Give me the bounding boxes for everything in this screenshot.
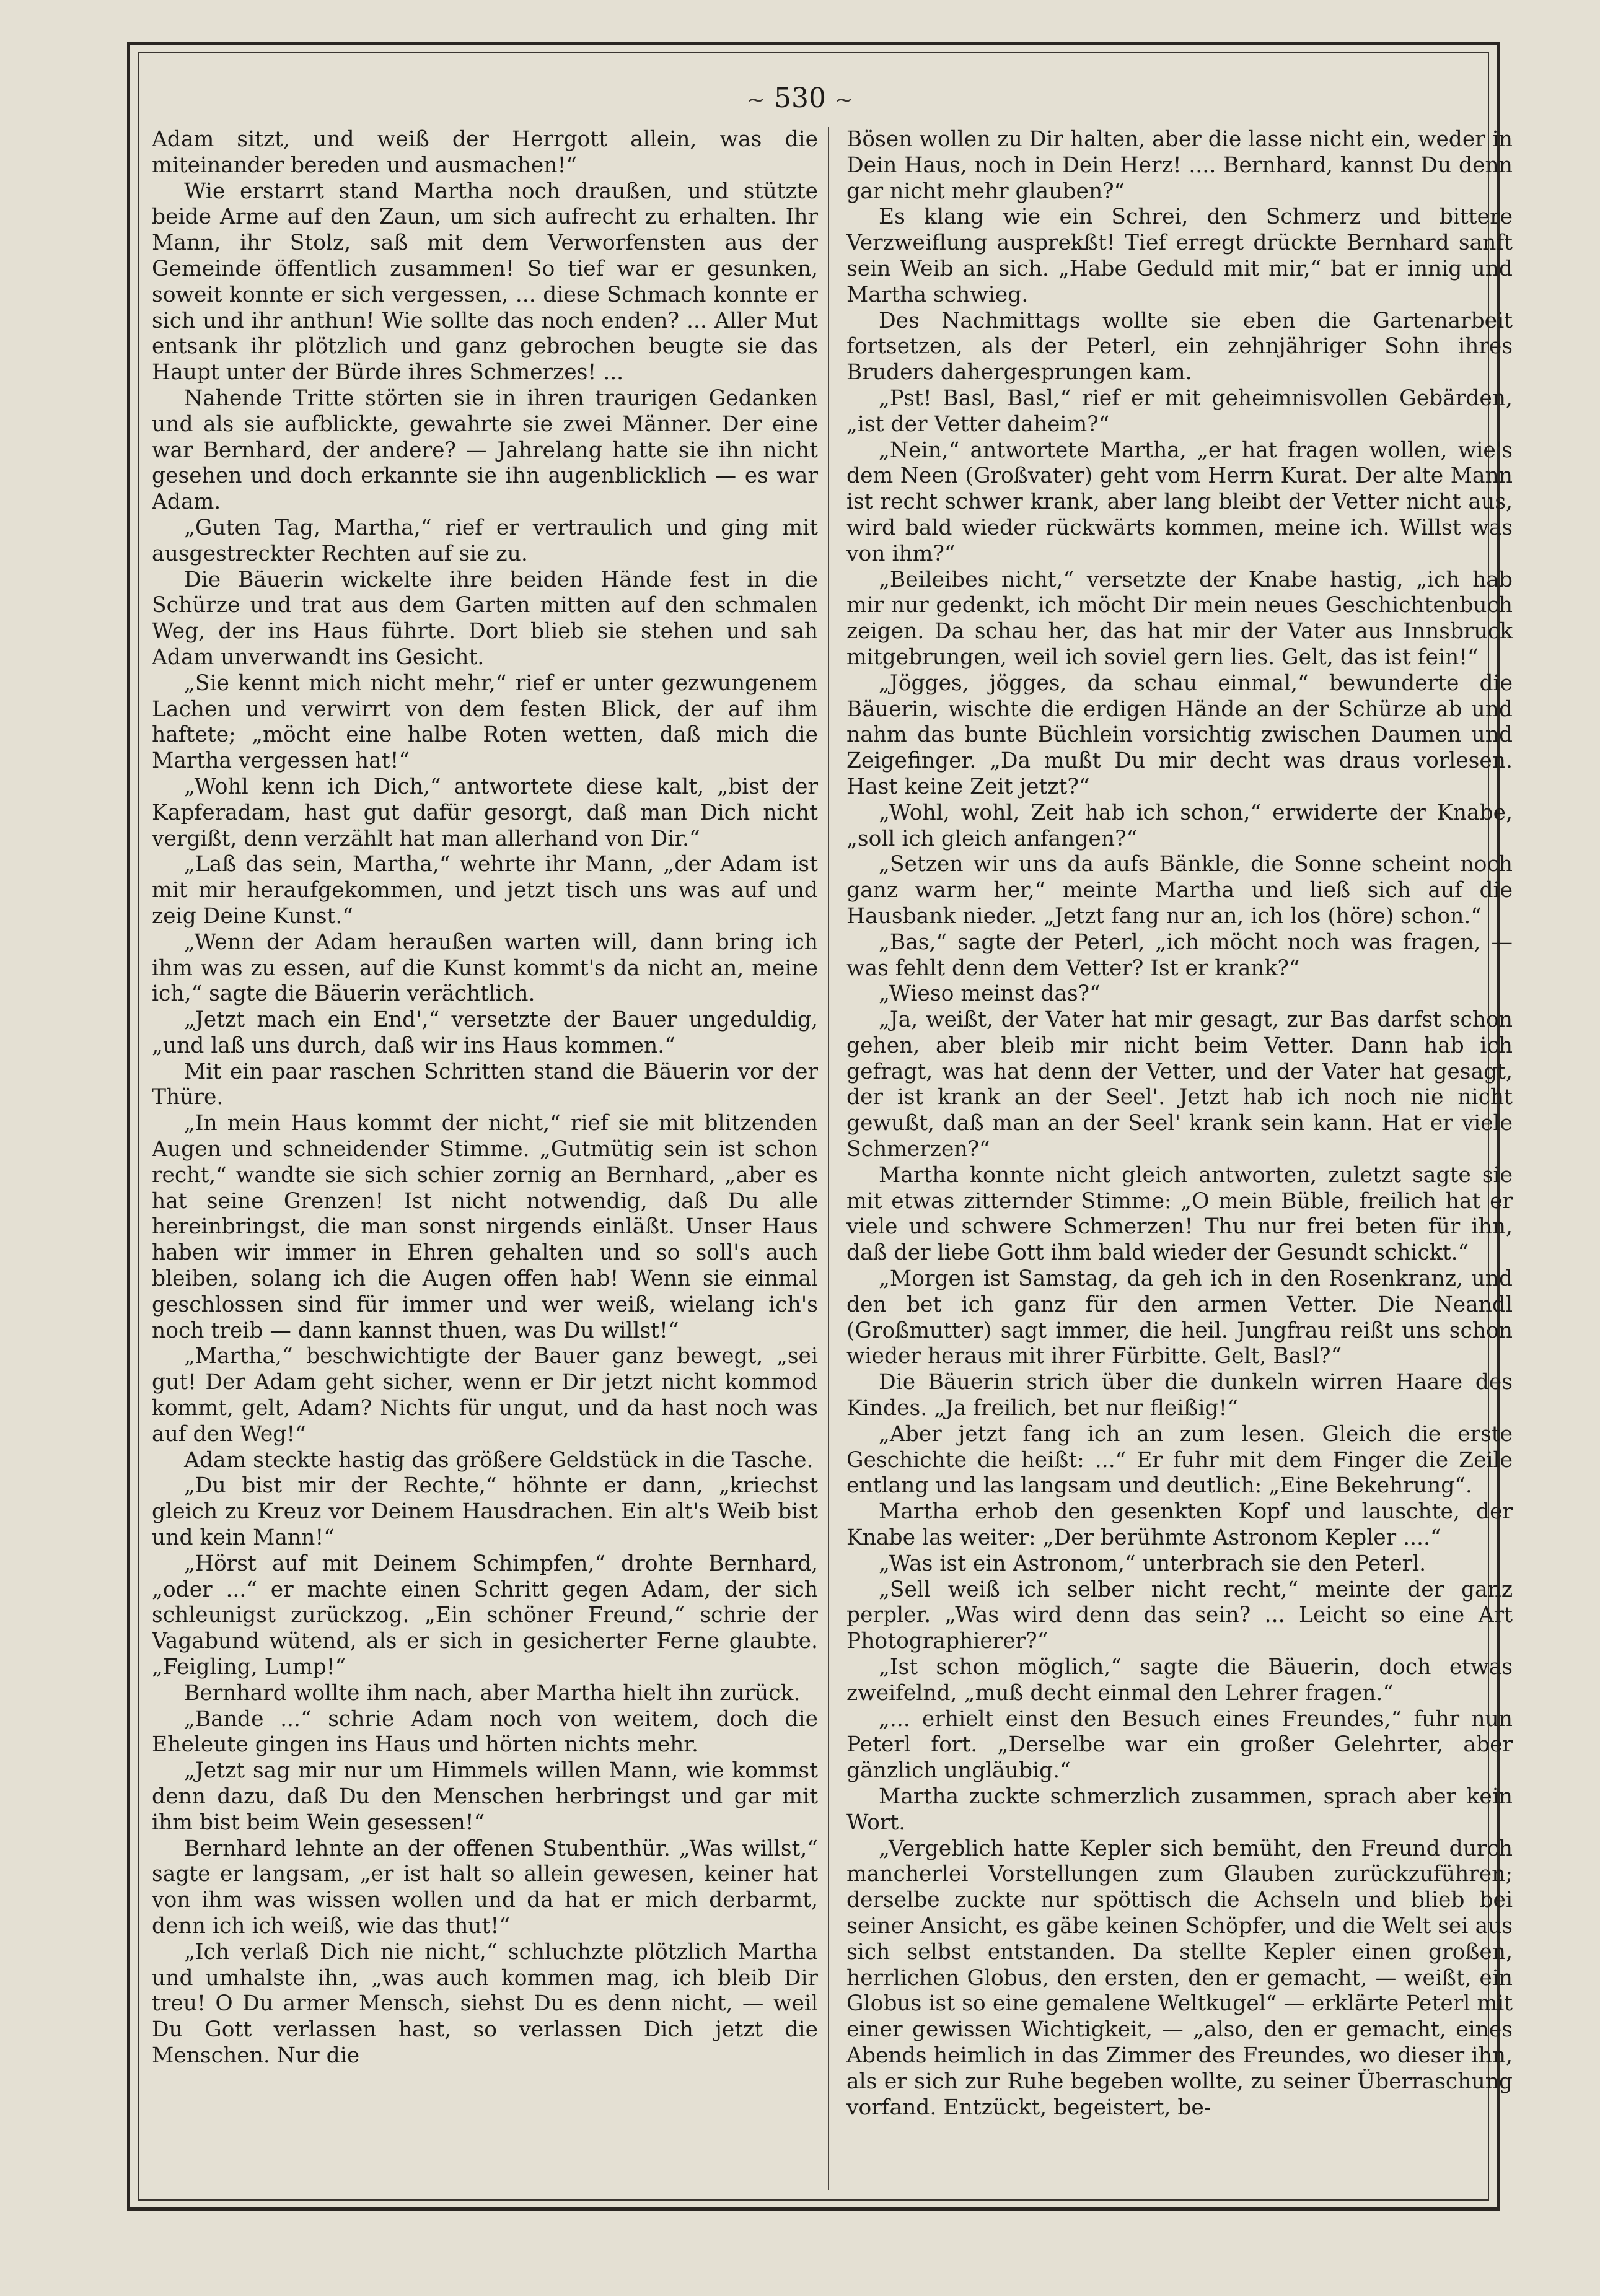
paragraph: „Setzen wir uns da aufs Bänkle, die Sonne scheint noch ganz warm her,“ meinte Martha und ließ sich auf die Hausbank nieder. „Jetzt fang nur an, ich los (höre) schon.“ xyxy=(846,852,1513,929)
paragraph: „Guten Tag, Martha,“ rief er vertraulich und ging mit ausgestreckter Rechten auf sie zu. xyxy=(152,515,818,566)
paragraph: „Bande ...“ schrie Adam noch von weitem, doch die Eheleute gingen ins Haus und hörten nichts mehr. xyxy=(152,1706,818,1758)
page-number: 530 xyxy=(774,82,826,114)
ornament-right: ~ xyxy=(834,87,854,113)
paragraph: „Morgen ist Samstag, da geh ich in den Rosenkranz, und den bet ich ganz für den armen Vetter. Die Neandl (Großmutter) sagt immer, die heil. Jungfrau reißt uns schon wieder heraus mit ihrer Fürbitte. Gelt, Basl?“ xyxy=(846,1266,1513,1369)
paragraph: Adam steckte hastig das größere Geldstück in die Tasche. xyxy=(184,1447,814,1473)
paragraph: „Wieso meinst das?“ xyxy=(879,981,1101,1007)
paragraph: Martha konnte nicht gleich antworten, zuletzt sagte sie mit etwas zitternder Stimme: „O mein Büble, freilich hat er viele und schwere Schmerzen! Thu nur frei beten für ihn, daß der liebe Gott ihm bald wieder der Gesundt schickt.“ xyxy=(846,1162,1513,1266)
paragraph: „Ja, weißt, der Vater hat mir gesagt, zur Bas darfst schon gehen, aber bleib mir nicht beim Vetter. Dann hab ich gefragt, was hat denn der Vetter, und der Vater hat gesagt, der ist krank an der Seel'. Jetzt hab ich noch nie nicht gewußt, daß man an der Seel' krank sein kann. Hat er viele Schmerzen?“ xyxy=(846,1007,1513,1162)
paragraph: Die Bäuerin strich über die dunkeln wirren Haare des Kindes. „Ja freilich, bet nur fleißig!“ xyxy=(846,1370,1513,1421)
paragraph: Wie erstarrt stand Martha noch draußen, und stützte beide Arme auf den Zaun, um sich aufrecht zu erhalten. Ihr Mann, ihr Stolz, saß mit dem Verworfensten aus der Gemeinde öffentlich zusammen! So tief war er gesunken, soweit konnte er sich vergessen, ... diese Schmach konnte er sich und ihr anthun! Wie sollte das noch enden? ... Aller Mut entsank ihr plötzlich und ganz gebrochen beugte sie das Haupt unter der Bürde ihres Schmerzes! ... xyxy=(152,178,818,385)
right-column xyxy=(846,127,1513,2193)
ornament-left: ~ xyxy=(746,87,765,113)
paragraph: Bernhard wollte ihm nach, aber Martha hielt ihn zurück. xyxy=(184,1680,801,1706)
paragraph: „Wohl kenn ich Dich,“ antwortete diese kalt, „bist der Kapferadam, hast gut dafür gesorgt, daß man Dich nicht vergißt, denn verzählt hat man allerhand von Dir.“ xyxy=(152,774,818,851)
paragraph: „Jögges, jögges, da schau einmal,“ bewunderte die Bäuerin, wischte die erdigen Hände an der Schürze ab und nahm das bunte Büchlein vorsichtig zwischen Daumen und Zeigefinger. „Da mußt Du mir decht was draus vorlesen. Hast keine Zeit jetzt?“ xyxy=(846,670,1513,799)
paragraph: Martha erhob den gesenkten Kopf und lauschte, der Knabe las weiter: „Der berühmte Astronom Kepler ....“ xyxy=(846,1499,1513,1551)
paragraph: Adam sitzt, und weiß der Herrgott allein, was die miteinander bereden und ausmachen!“ xyxy=(152,127,818,178)
left-column xyxy=(152,127,818,2193)
paragraph: „In mein Haus kommt der nicht,“ rief sie mit blitzenden Augen und schneidender Stimme. „Gutmütig sein ist schon recht,“ wandte sie sich schier zornig an Bernhard, „aber es hat seine Grenzen! Ist nicht notwendig, daß Du alle hereinbringst, die man sonst nirgends einläßt. Unser Haus haben wir immer in Ehren gehalten und so soll's auch bleiben, solang ich die Augen offen hab! Wenn sie einmal geschlossen sind für immer und wer weiß, wielang ich's noch treib — dann kannst thuen, was Du willst!“ xyxy=(152,1111,818,1343)
paragraph: „Wohl, wohl, Zeit hab ich schon,“ erwiderte der Knabe, „soll ich gleich anfangen?“ xyxy=(846,800,1513,851)
paragraph: „Du bist mir der Rechte,“ höhnte er dann, „kriechst gleich zu Kreuz vor Deinem Hausdrachen. Ein alt's Weib bist und kein Mann!“ xyxy=(152,1473,818,1551)
paragraph: „Jetzt mach ein End',“ versetzte der Bauer ungeduldig, „und laß uns durch, daß wir ins Haus kommen.“ xyxy=(152,1007,818,1058)
paragraph: „Vergeblich hatte Kepler sich bemüht, den Freund durch mancherlei Vorstellungen zum Glauben zurückzuführen; derselbe zuckte nur spöttisch die Achseln und blieb bei seiner Ansicht, es gäbe keinen Schöpfer, und die Welt sei aus sich selbst entstanden. Da stellte Kepler einen großen, herrlichen Globus, den ersten, den er gemacht, — weißt, ein Globus ist so eine gemalene Weltkugel“ — erklärte Peterl mit einer gewissen Wichtigkeit, — „also, den er gemacht, eines Abends heimlich in das Zimmer des Freundes, wo dieser ihn, als er sich zur Ruhe begeben wollte, zu seiner Überraschung vorfand. Entzückt, begeistert, be- xyxy=(846,1836,1513,2120)
paragraph: „Sell weiß ich selber nicht recht,“ meinte der ganz perpler. „Was wird denn das sein? ... Leicht so eine Art Photographierer?“ xyxy=(846,1577,1513,1654)
paragraph: „Was ist ein Astronom,“ unterbrach sie den Peterl. xyxy=(879,1551,1426,1576)
paragraph: „Hörst auf mit Deinem Schimpfen,“ drohte Bernhard, „oder ...“ er machte einen Schritt gegen Adam, der sich schleunigst zurückzog. „Ein schöner Freund,“ schrie der Vagabund wütend, als er sich in gesicherter Ferne glaubte. „Feigling, Lump!“ xyxy=(152,1551,818,1680)
paragraph: Bernhard lehnte an der offenen Stubenthür. „Was willst,“ sagte er langsam, „er ist halt so allein gewesen, keiner hat von ihm was wissen wollen und da hat er mich derbarmt, denn ich ich weiß, wie das thut!“ xyxy=(152,1836,818,1939)
paragraph: Mit ein paar raschen Schritten stand die Bäuerin vor der Thüre. xyxy=(152,1059,818,1110)
paragraph: Martha zuckte schmerzlich zusammen, sprach aber kein Wort. xyxy=(846,1784,1513,1835)
paragraph: „Wenn der Adam heraußen warten will, dann bring ich ihm was zu essen, auf die Kunst kommt's da nicht an, meine ich,“ sagte die Bäuerin verächtlich. xyxy=(152,929,818,1007)
paragraph: Bösen wollen zu Dir halten, aber die lasse nicht ein, weder in Dein Haus, noch in Dein Herz! .... Bernhard, kannst Du denn gar nicht mehr glauben?“ xyxy=(846,127,1513,204)
paragraph: „... erhielt einst den Besuch eines Freundes,“ fuhr nun Peterl fort. „Derselbe war ein großer Gelehrter, aber gänzlich ungläubig.“ xyxy=(846,1706,1513,1784)
paragraph: „Bas,“ sagte der Peterl, „ich möcht noch was fragen, — was fehlt denn dem Vetter? Ist er krank?“ xyxy=(846,929,1513,981)
paragraph: Es klang wie ein Schrei, den Schmerz und bittere Verzweiflung ausprekßt! Tief erregt drückte Bernhard sanft sein Weib an sich. „Habe Geduld mit mir,“ bat er innig und Martha schwieg. xyxy=(846,204,1513,307)
paragraph: „Ist schon möglich,“ sagte die Bäuerin, doch etwas zweifelnd, „muß decht einmal den Lehrer fragen.“ xyxy=(846,1655,1513,1706)
page-header xyxy=(738,77,862,120)
paragraph: „Aber jetzt fang ich an zum lesen. Gleich die erste Geschichte die heißt: ...“ Er fuhr mit dem Finger die Zeile entlang und las langsam und deutlich: „Eine Bekehrung“. xyxy=(846,1421,1513,1499)
paragraph: „Laß das sein, Martha,“ wehrte ihr Mann, „der Adam ist mit mir heraufgekommen, und jetzt tisch uns was auf und zeig Deine Kunst.“ xyxy=(152,852,818,929)
paragraph: „Nein,“ antwortete Martha, „er hat fragen wollen, wie's dem Neen (Großvater) geht vom Herrn Kurat. Der alte Mann ist recht schwer krank, aber lang bleibt der Vetter nicht aus, wird bald wieder rückwärts kommen, meine ich. Willst was von ihm?“ xyxy=(846,437,1513,566)
paragraph: Nahende Tritte störten sie in ihren traurigen Gedanken und als sie aufblickte, gewahrte sie zwei Männer. Der eine war Bernhard, der andere? — Jahrelang hatte sie ihn nicht gesehen und doch erkannte sie ihn augenblicklich — es war Adam. xyxy=(152,385,818,515)
paragraph: „Ich verlaß Dich nie nicht,“ schluchzte plötzlich Martha und umhalste ihn, „was auch kommen mag, ich bleib Dir treu! O Du armer Mensch, siehst Du es denn nicht, — weil Du Gott verlassen hast, so verlassen Dich jetzt die Menschen. Nur die xyxy=(152,1939,818,2068)
column-divider xyxy=(828,127,829,2190)
paragraph: Die Bäuerin wickelte ihre beiden Hände fest in die Schürze und trat aus dem Garten mitten auf den schmalen Weg, der ins Haus führte. Dort blieb sie stehen und sah Adam unverwandt ins Gesicht. xyxy=(152,567,818,670)
paragraph: „Pst! Basl, Basl,“ rief er mit geheimnisvollen Gebärden, „ist der Vetter daheim?“ xyxy=(846,385,1513,437)
paragraph: „Jetzt sag mir nur um Himmels willen Mann, wie kommst denn dazu, daß Du den Menschen herbringst und gar mit ihm bist beim Wein gesessen!“ xyxy=(152,1758,818,1835)
paragraph: Des Nachmittags wollte sie eben die Gartenarbeit fortsetzen, als der Peterl, ein zehnjähriger Sohn ihres Bruders dahergesprungen kam. xyxy=(846,308,1513,385)
paragraph: „Beileibes nicht,“ versetzte der Knabe hastig, „ich hab mir nur gedenkt, ich möcht Dir mein neues Geschichtenbuch zeigen. Da schau her, das hat mir der Vater aus Innsbruck mitgebrungen, weil ich soviel gern lies. Gelt, das ist fein!“ xyxy=(846,567,1513,670)
paragraph: „Martha,“ beschwichtigte der Bauer ganz bewegt, „sei gut! Der Adam geht sicher, wenn er Dir jetzt nicht kommod kommt, gelt, Adam? Nichts für ungut, und da hast noch was auf den Weg!“ xyxy=(152,1344,818,1447)
paragraph: „Sie kennt mich nicht mehr,“ rief er unter gezwungenem Lachen und verwirrt von dem festen Blick, der auf ihm haftete; „möcht eine halbe Roten wetten, daß mich die Martha vergessen hat!“ xyxy=(152,670,818,774)
